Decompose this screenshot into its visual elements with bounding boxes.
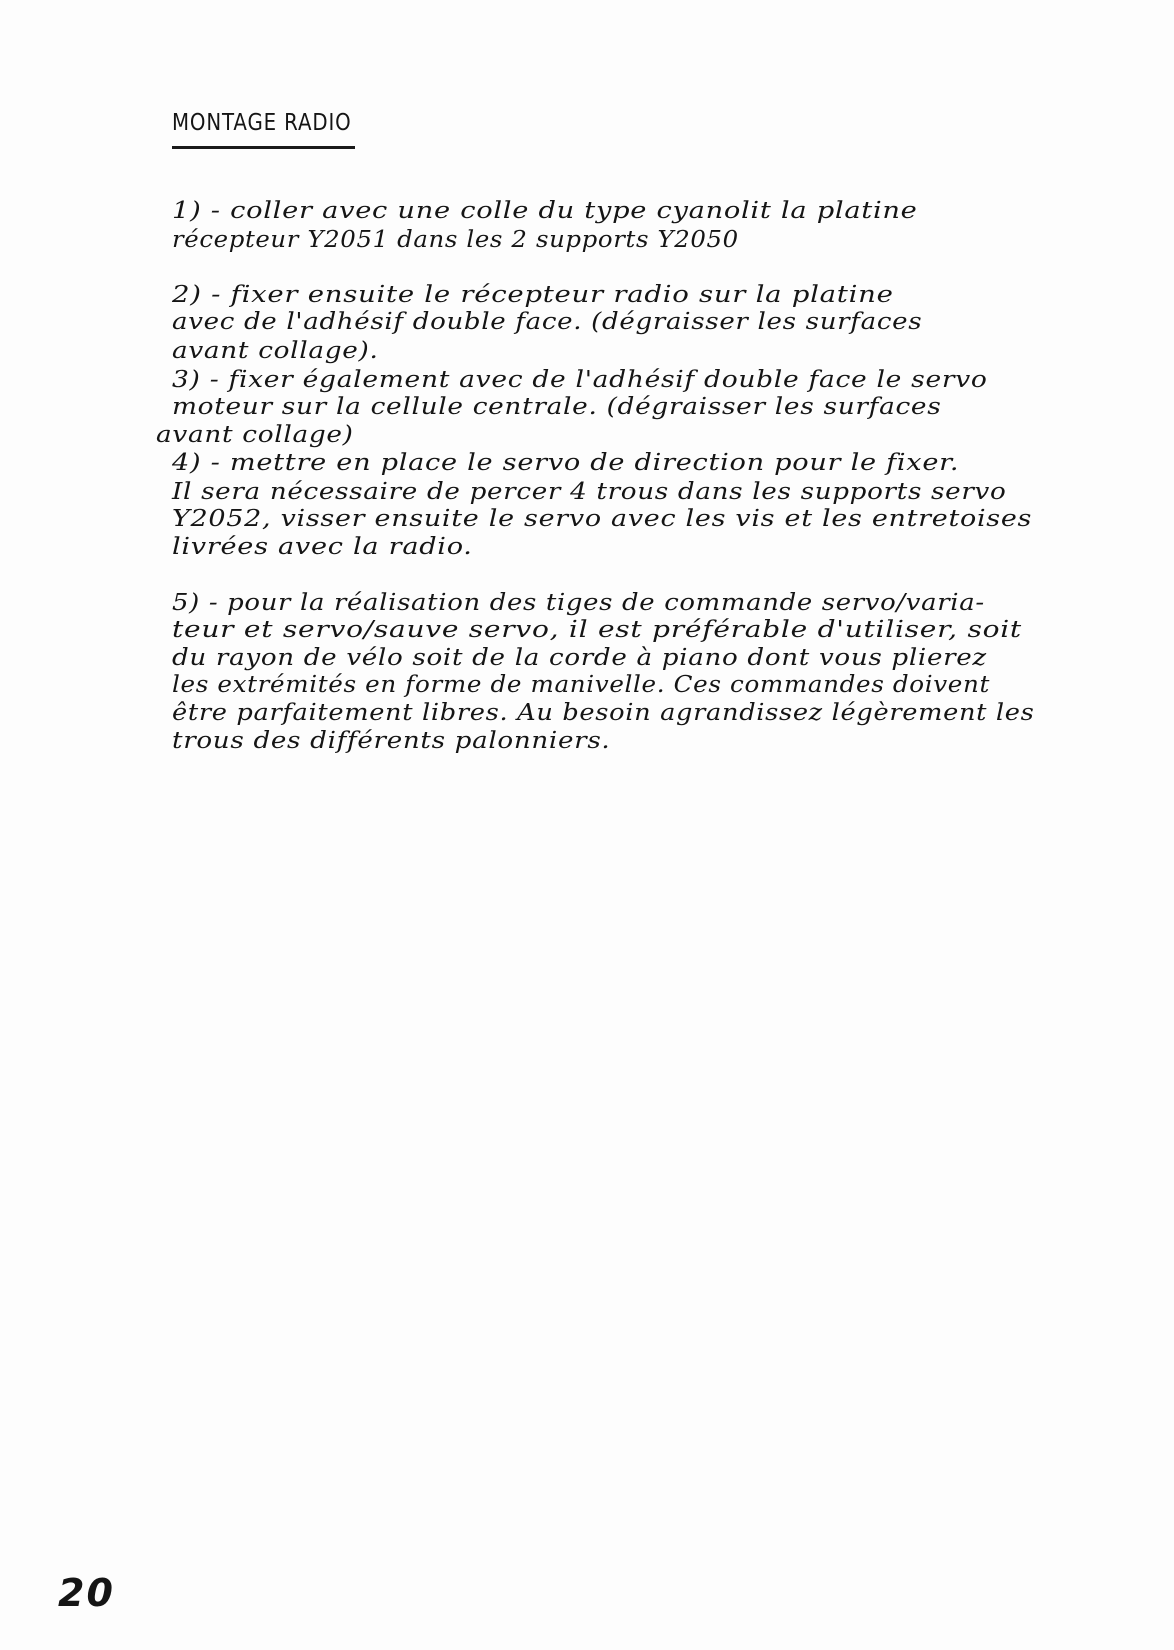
text-line: teur et servo/sauve servo, il est préférable d'utiliser, soit — [172, 617, 1022, 643]
text-line: 4) - mettre en place le servo de direction pour le fixer. — [172, 450, 960, 476]
heading-underline — [172, 146, 355, 149]
text-line: du rayon de vélo soit de la corde à piano dont vous plierez — [172, 645, 987, 671]
text-line: récepteur Y2051 dans les 2 supports Y2050 — [172, 227, 739, 253]
page-heading: MONTAGE RADIO — [172, 110, 352, 136]
page-number: 20 — [58, 1571, 115, 1615]
text-line: Il sera nécessaire de percer 4 trous dans les supports servo — [172, 479, 1007, 505]
text-line: moteur sur la cellule centrale. (dégraisser les surfaces — [172, 394, 942, 420]
text-line: avant collage). — [172, 338, 379, 364]
text-line: les extrémités en forme de manivelle. Ces commandes doivent — [172, 672, 991, 698]
text-line: avant collage) — [156, 422, 354, 448]
text-line: Y2052, visser ensuite le servo avec les vis et les entretoises — [172, 506, 1033, 532]
text-line: 3) - fixer également avec de l'adhésif double face le servo — [172, 367, 988, 393]
text-line: 1) - coller avec une colle du type cyanolit la platine — [172, 198, 918, 224]
text-line: être parfaitement libres. Au besoin agrandissez légèrement les — [172, 700, 1035, 726]
text-line: trous des différents palonniers. — [172, 728, 611, 754]
text-line: livrées avec la radio. — [172, 534, 473, 560]
text-line: 2) - fixer ensuite le récepteur radio sur la platine — [172, 282, 894, 308]
text-line: avec de l'adhésif double face. (dégraisser les surfaces — [172, 309, 923, 335]
text-line: 5) - pour la réalisation des tiges de commande servo/varia- — [172, 590, 985, 616]
